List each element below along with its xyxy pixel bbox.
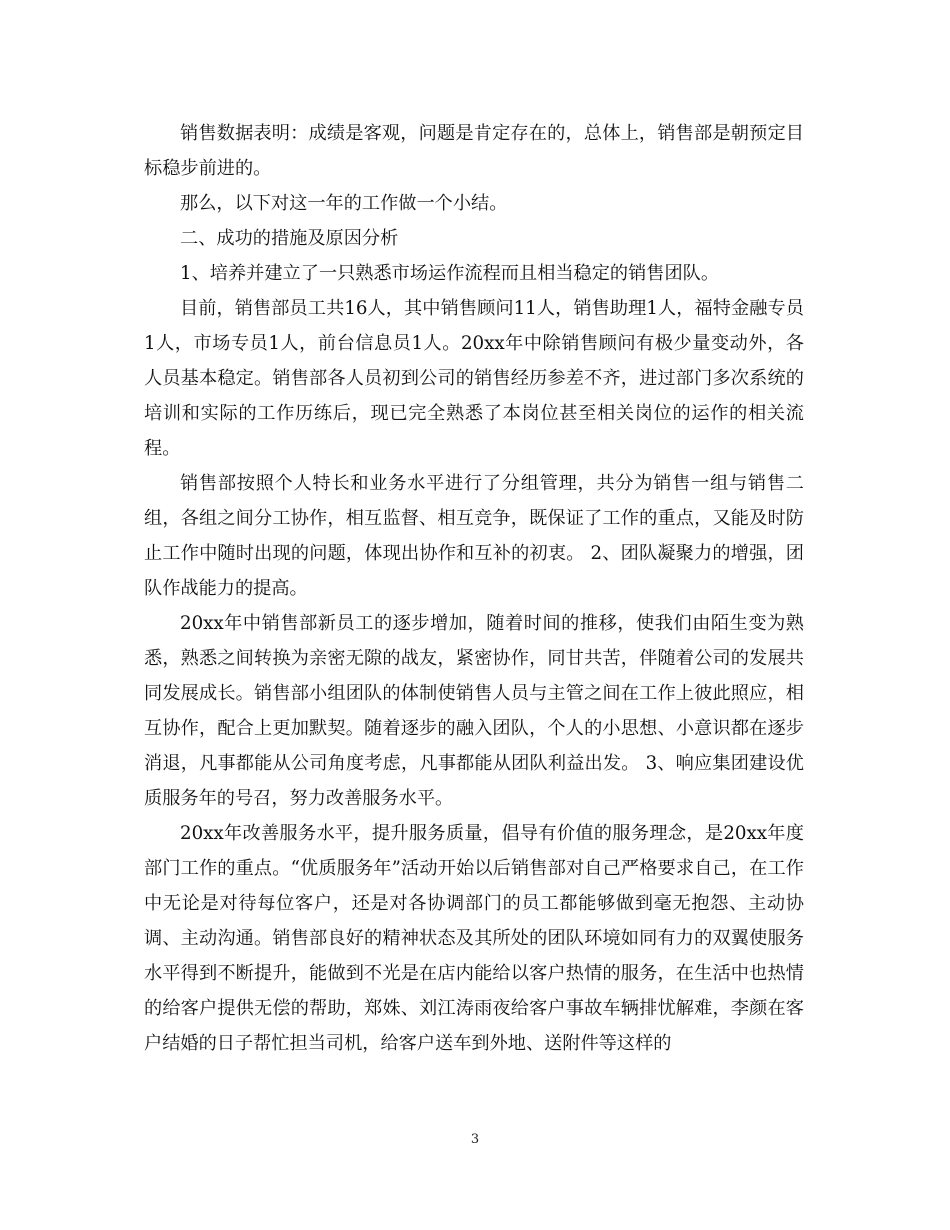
paragraph-team-growth: 20xx年中销售部新员工的逐步增加，随着时间的推移，使我们由陌生变为熟悉，熟悉之间转换为亲密无隙的战友，紧密协作，同甘共苦，伴随着公司的发展共同发展成长。销售部小组团队的体制使销售人员与主管之间在工作上彼此照应，相互协作，配合上更加默契。随着逐步的融入团队，个人的小思想、小意识都在逐步消退，凡事都能从公司角度考虑，凡事都能从团队利益出发。 3、响应集团建设优质服务年的号召，努力改善服务水平。: [144, 613, 804, 809]
document-body: [144, 116, 804, 1061]
paragraph-item-1-heading: 1、培养并建立了一只熟悉市场运作流程而且相当稳定的销售团队。: [180, 263, 720, 284]
paragraph-group-management: 销售部按照个人特长和业务水平进行了分组管理，共分为销售一组与销售二组，各组之间分工协作，相互监督、相互竞争，既保证了工作的重点，又能及时防止工作中随时出现的问题，体现出协作和互补的初衷。 2、团队凝聚力的增强，团队作战能力的提高。: [144, 473, 804, 599]
paragraph-summary-intro: 那么，以下对这一年的工作做一个小结。: [180, 193, 508, 214]
paragraph-sales-data: 销售数据表明：成绩是客观，问题是肯定存在的，总体上，销售部是朝预定目标稳步前进的。: [144, 123, 804, 179]
section-heading-success-measures: 二、成功的措施及原因分析: [180, 228, 399, 249]
page-number: 3: [470, 1132, 480, 1147]
paragraph-service-improvement: 20xx年改善服务水平，提升服务质量，倡导有价值的服务理念，是20xx年度部门工作的重点。“优质服务年”活动开始以后销售部对自己严格要求自己，在工作中无论是对待每位客户，还是对各协调部门的员工都能够做到毫无抱怨、主动协调、主动沟通。销售部良好的精神状态及其所处的团队环境如同有力的双翼使服务水平得到不断提升，能做到不光是在店内能给以客户热情的服务，在生活中也热情的给客户提供无偿的帮助，郑姝、刘江涛雨夜给客户事故车辆排忧解难，李颜在客户结婚的日子帮忙担当司机，给客户送车到外地、送附件等这样的: [144, 823, 804, 1054]
paragraph-staff-composition: 目前，销售部员工共16人，其中销售顾问11人，销售助理1人，福特金融专员1人，市场专员1人，前台信息员1人。20xx年中除销售顾问有极少量变动外，各人员基本稳定。销售部各人员初到公司的销售经历参差不齐，进过部门多次系统的培训和实际的工作历练后，现已完全熟悉了本岗位甚至相关岗位的运作的相关流程。: [144, 298, 804, 459]
